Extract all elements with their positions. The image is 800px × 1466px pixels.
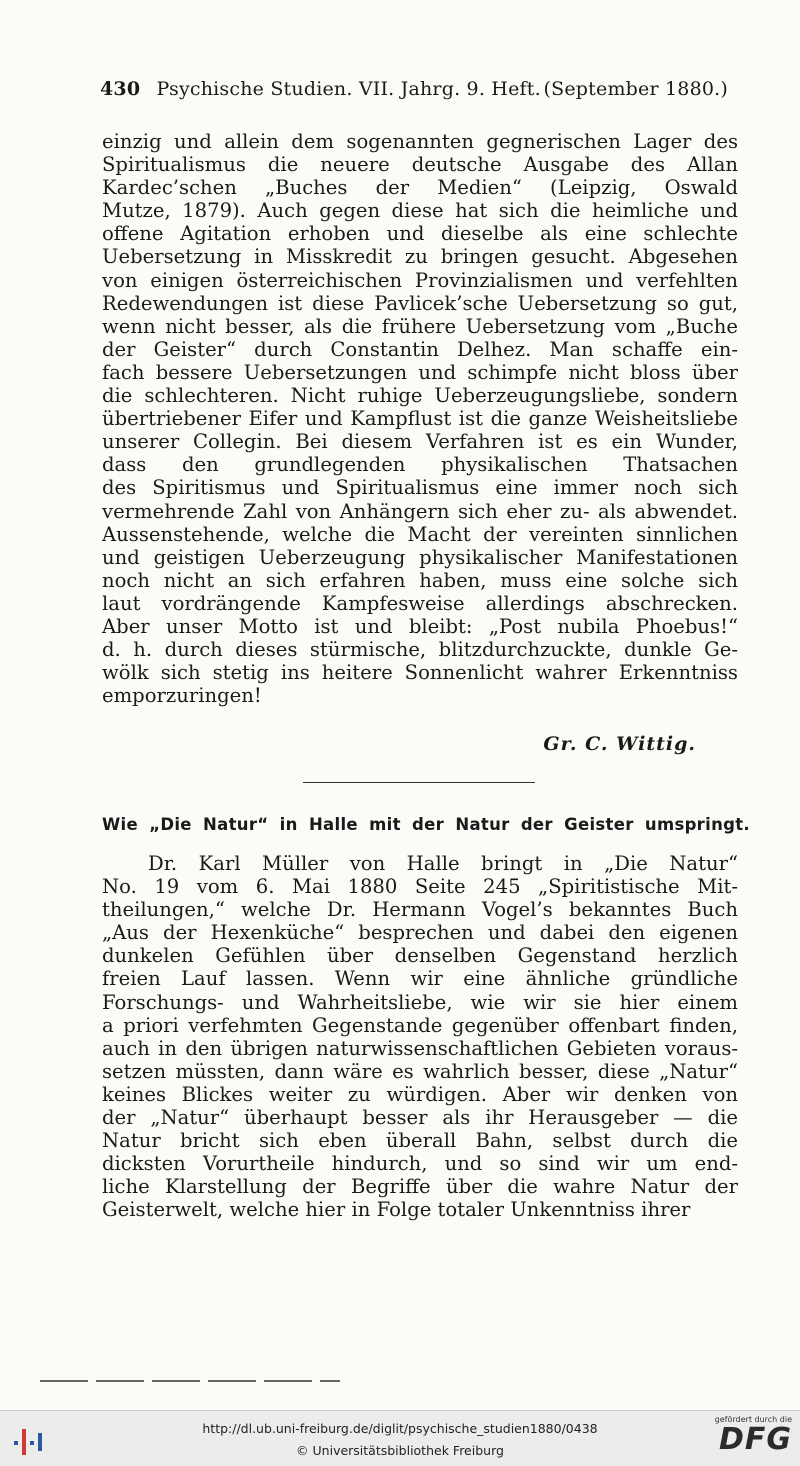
text-line: „Aus der Hexenküche“ besprechen und dabei den eigenen [102,921,738,945]
footnote-rule [40,1380,340,1382]
running-header [100,78,740,100]
text-line: noch nicht an sich erfahren haben, muss eine solche sich [102,568,738,592]
text-line: des Spiritismus und Spiritualismus eine immer noch sich [102,476,738,500]
text-line: liche Klarstellung der Begriffe über die wahre Natur der [102,1175,738,1199]
text-line: keines Blickes weiter zu würdigen. Aber wir denken von [102,1082,738,1106]
text-line: wölk sich stetig ins heitere Sonnenlicht wahrer Erkenntniss [102,661,738,685]
article-continuation [102,130,738,707]
text-line: Aber unser Motto ist und bleibt: „Post nubila Phoebus!“ [102,614,738,638]
text-line: d. h. durch dieses stürmische, blitzdurchzuckte, dunkle Ge- [102,638,738,662]
text-line: Mutze, 1879). Auch gegen diese hat sich die heimliche und [102,199,738,223]
issue-date: (September 1880.) [543,78,728,100]
section-body [102,852,738,1222]
text-line: setzen müssten, dann wäre es wahrlich besser, diese „Natur“ [102,1059,738,1083]
viewer-footer [0,1410,800,1466]
text-line: laut vordrängende Kampfesweise allerdings abschrecken. [102,591,738,615]
text-line: wenn nicht besser, als die frühere Uebersetzung vom „Buche [102,314,738,338]
text-line: unserer Collegin. Bei diesem Verfahren ist es ein Wunder, [102,430,738,454]
section-divider [303,782,535,783]
section-heading: Wie „Die Natur“ in Halle mit der Natur der Geister umspringt. [102,815,750,834]
text-line: Kardec’schen „Buches der Medien“ (Leipzig, Oswald [102,176,738,200]
author-signature: Gr. C. Wittig. [543,733,696,755]
text-line: Uebersetzung in Misskredit zu bringen gesucht. Abgesehen [102,245,738,269]
copyright-notice: © Universitätsbibliothek Freiburg [296,1443,504,1458]
text-line: dass den grundlegenden physikalischen Thatsachen [102,453,738,477]
text-line: der „Natur“ überhaupt besser als ihr Herausgeber — die [102,1106,738,1130]
text-line: Geisterwelt, welche hier in Folge totaler Unkenntniss ihrer [102,1198,691,1222]
text-line: der Geister“ durch Constantin Delhez. Man schaffe ein- [102,337,738,361]
text-line: fach bessere Uebersetzungen und schimpfe nicht bloss über [102,360,738,384]
text-line: übertriebener Eifer und Kampflust ist die ganze Weisheitsliebe [102,407,738,431]
text-line: auch in den übrigen naturwissenschaftlichen Gebieten voraus- [102,1036,738,1060]
text-line: Natur bricht sich eben überall Bahn, selbst durch die [102,1129,738,1153]
text-line: Spiritualismus die neuere deutsche Ausgabe des Allan [102,153,738,177]
text-line: No. 19 vom 6. Mai 1880 Seite 245 „Spiritistische Mit- [102,875,738,899]
funder-logo-text: DFG [718,1422,792,1457]
text-line: offene Agitation erhoben und dieselbe als eine schlechte [102,222,738,246]
text-line: Aussenstehende, welche die Macht der vereinten sinnlichen [102,522,738,546]
text-line: dicksten Vorurtheile hindurch, und so sind wir um end- [102,1152,738,1176]
text-line: theilungen,“ welche Dr. Hermann Vogel’s bekanntes Buch [102,898,738,922]
text-line: dunkelen Gefühlen über denselben Gegenstand herzlich [102,944,738,968]
text-line: Redewendungen ist diese Pavlicek’sche Uebersetzung so gut, [102,291,738,315]
text-line: von einigen österreichischen Provinzialismen und verfehlten [102,268,738,292]
permalink-link[interactable]: http://dl.ub.uni-freiburg.de/diglit/psychische_studien1880/0438 [202,1421,598,1436]
funder-caption: gefördert durch die [714,1415,792,1424]
text-line: freien Lauf lassen. Wenn wir eine ähnliche gründliche [102,967,738,991]
text-line: einzig und allein dem sogenannten gegnerischen Lager des [102,130,738,153]
text-line: vermehrende Zahl von Anhängern sich eher zu- als abwendet. [102,499,738,523]
text-line: emporzuringen! [102,684,262,708]
text-line: die schlechteren. Nicht ruhige Ueberzeugungsliebe, sondern [102,384,738,408]
text-line: a priori verfehmten Gegenstande gegenüber offenbart finden, [102,1013,738,1037]
journal-title: Psychische Studien. VII. Jahrg. 9. Heft. [156,78,541,100]
text-line: und geistigen Ueberzeugung physikalischer Manifestationen [102,545,738,569]
page-number: 430 [100,78,141,100]
text-line: Dr. Karl Müller von Halle bringt in „Die Natur“ [148,852,738,875]
dfg-logo [702,1415,792,1463]
text-line: Forschungs- und Wahrheitsliebe, wie wir sie hier einem [102,990,738,1014]
